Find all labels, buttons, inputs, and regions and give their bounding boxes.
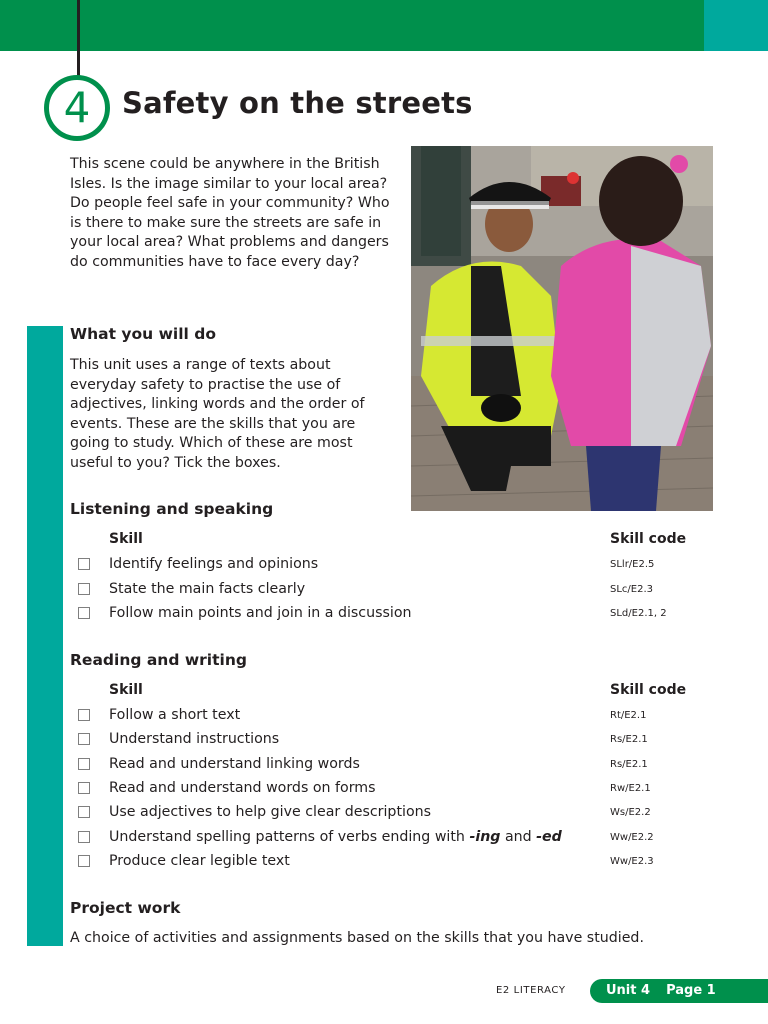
skill-checkbox[interactable] bbox=[78, 831, 90, 843]
skill-code: Rs/E2.1 bbox=[610, 734, 648, 745]
skill-name-part: and bbox=[500, 829, 537, 845]
skill-name bbox=[109, 828, 562, 846]
skill-checkbox[interactable] bbox=[78, 558, 90, 570]
what-you-will-do-heading: What you will do bbox=[70, 325, 216, 343]
skill-name: Identify feelings and opinions bbox=[109, 556, 319, 572]
skill-row bbox=[76, 706, 716, 728]
skill-column-header: Skill bbox=[109, 682, 143, 698]
skill-name: Follow a short text bbox=[109, 707, 241, 723]
skill-code: SLc/E2.3 bbox=[610, 584, 654, 595]
skill-code: Rt/E2.1 bbox=[610, 710, 647, 721]
page-label: Page 1 bbox=[666, 983, 716, 998]
skill-code: SLd/E2.1, 2 bbox=[610, 608, 667, 619]
skill-name-part: Understand spelling patterns of verbs ending with bbox=[109, 829, 470, 845]
header-bar-accent bbox=[704, 0, 768, 51]
skill-code: Ww/E2.2 bbox=[610, 832, 654, 843]
skill-checkbox[interactable] bbox=[78, 782, 90, 794]
project-work-heading: Project work bbox=[70, 899, 181, 917]
skill-name-emphasis: -ed bbox=[536, 829, 562, 845]
skill-name: Follow main points and join in a discussion bbox=[109, 605, 412, 621]
what-you-will-do-text: This unit uses a range of texts about everyday safety to practise the use of adjectives, linking words and the order of events. These are the skills that you are going to study. Which of these are most useful to you? Tick the boxes. bbox=[70, 357, 365, 471]
skill-name: Read and understand linking words bbox=[109, 756, 360, 772]
skill-column-header: Skill bbox=[109, 531, 143, 547]
skill-name: State the main facts clearly bbox=[109, 581, 306, 597]
skill-row bbox=[76, 828, 716, 850]
skill-row bbox=[76, 852, 716, 874]
series-label: E2 LITERACY bbox=[496, 985, 566, 996]
skill-code: Rw/E2.1 bbox=[610, 783, 651, 794]
skill-row bbox=[76, 580, 716, 602]
page-indicator bbox=[590, 979, 768, 1003]
skill-code-column-header: Skill code bbox=[610, 682, 687, 698]
header-bar bbox=[0, 0, 704, 51]
listening-speaking-heading: Listening and speaking bbox=[70, 500, 274, 518]
header-divider-line bbox=[77, 0, 80, 78]
skill-checkbox[interactable] bbox=[78, 758, 90, 770]
skill-checkbox[interactable] bbox=[78, 709, 90, 721]
skill-checkbox[interactable] bbox=[78, 733, 90, 745]
project-work-text: A choice of activities and assignments based on the skills that you have studied. bbox=[70, 930, 644, 946]
skill-code: Ws/E2.2 bbox=[610, 807, 651, 818]
skill-code: SLlr/E2.5 bbox=[610, 559, 655, 570]
skill-row bbox=[76, 803, 716, 825]
unit-number: 4 bbox=[47, 78, 107, 138]
skill-checkbox[interactable] bbox=[78, 583, 90, 595]
unit-label: Unit 4 bbox=[606, 983, 651, 998]
skill-name: Produce clear legible text bbox=[109, 853, 290, 869]
skill-row bbox=[76, 604, 716, 626]
skill-code: Rs/E2.1 bbox=[610, 759, 648, 770]
skill-code: Ww/E2.3 bbox=[610, 856, 654, 867]
skill-name: Use adjectives to help give clear descriptions bbox=[109, 804, 432, 820]
unit-number-badge bbox=[44, 75, 110, 141]
reading-writing-heading: Reading and writing bbox=[70, 651, 247, 669]
skill-name: Understand instructions bbox=[109, 731, 280, 747]
skill-row bbox=[76, 730, 716, 752]
skill-row bbox=[76, 555, 716, 577]
skill-row bbox=[76, 779, 716, 801]
skill-checkbox[interactable] bbox=[78, 806, 90, 818]
skill-name-emphasis: -ing bbox=[469, 829, 501, 845]
skill-name: Read and understand words on forms bbox=[109, 780, 376, 796]
street-photo bbox=[411, 146, 713, 511]
skill-checkbox[interactable] bbox=[78, 855, 90, 867]
skill-checkbox[interactable] bbox=[78, 607, 90, 619]
intro-paragraph: This scene could be anywhere in the British Isles. Is the image similar to your local area? Do people feel safe in your community? Who is there to make sure the streets are safe in your local area? What problems and dangers do communities have to face every day? bbox=[70, 156, 390, 270]
side-accent-strip bbox=[27, 326, 63, 946]
page-title: Safety on the streets bbox=[122, 86, 473, 120]
skill-row bbox=[76, 755, 716, 777]
skill-code-column-header: Skill code bbox=[610, 531, 687, 547]
